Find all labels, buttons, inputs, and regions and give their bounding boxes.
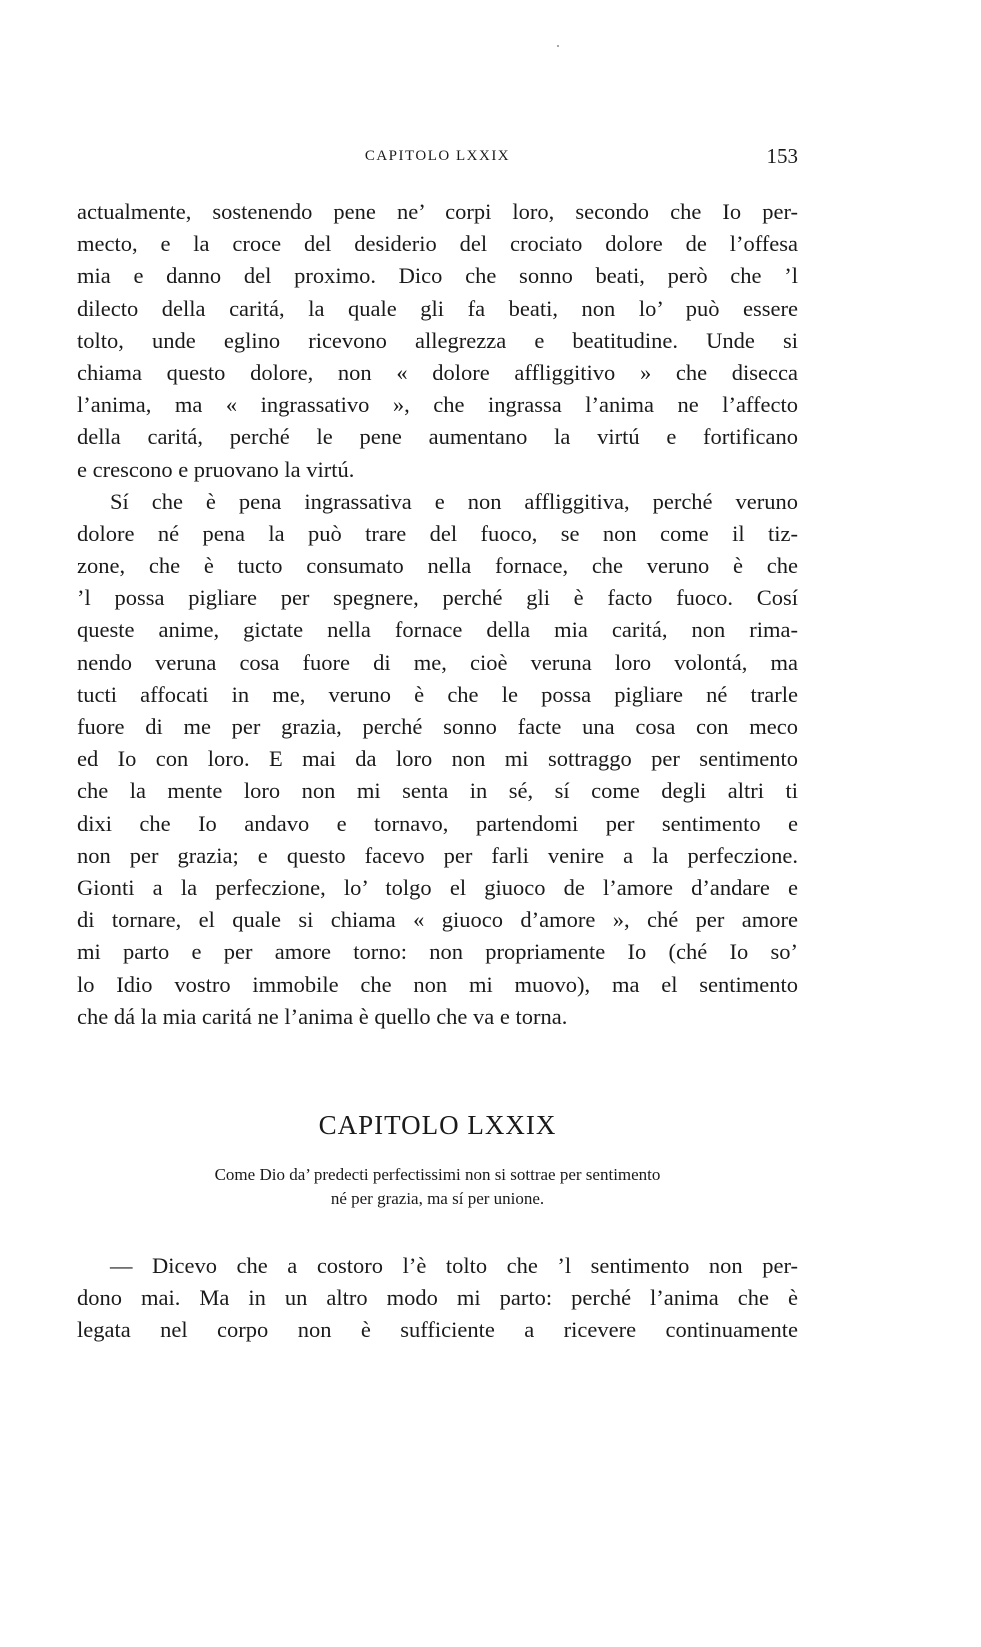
body-text-bottom bbox=[77, 1250, 798, 1347]
text-line: actualmente, sostenendo pene ne’ corpi loro, secondo che Io per- bbox=[77, 199, 798, 224]
text-line: e crescono e pruovano la virtú. bbox=[77, 456, 355, 482]
text-line: mia e danno del proximo. Dico che sonno beati, però che ’l bbox=[77, 263, 798, 289]
body-text-top bbox=[77, 196, 798, 1033]
text-line: non per grazia; e questo facevo per farli venire a la perfeczione. bbox=[77, 842, 798, 868]
text-line: queste anime, gictate nella fornace della mia caritá, non rima- bbox=[77, 617, 798, 643]
text-line: lo Idio vostro immobile che non mi muovo), ma el sentimento bbox=[77, 971, 798, 997]
text-line: che dá la mia caritá ne l’anima è quello che va e torna. bbox=[77, 1003, 568, 1029]
text-line: di tornare, el quale si chiama « giuoco d’amore », ché per amore bbox=[77, 907, 798, 933]
text-line: mi parto e per amore torno: non propriamente Io (ché Io so’ bbox=[77, 939, 798, 965]
page-number: 153 bbox=[766, 144, 798, 168]
chapter-summary bbox=[77, 1163, 798, 1211]
text-line: tolto, unde eglino ricevono allegrezza e beatitudine. Unde si bbox=[77, 327, 798, 353]
text-line: legata nel corpo non è sufficiente a ricevere continuamente bbox=[77, 1317, 798, 1343]
text-line: fuore di me per grazia, perché sonno facte una cosa con meco bbox=[77, 714, 798, 739]
text-line: Gionti a la perfeczione, lo’ tolgo el giuoco de l’amore d’andare e bbox=[77, 874, 798, 900]
chapter-heading: CAPITOLO LXXIX bbox=[318, 1110, 557, 1140]
text-line: chiama questo dolore, non « dolore affliggitivo » che disecca bbox=[77, 359, 798, 385]
stray-ink-mark bbox=[557, 45, 559, 47]
text-line: dixi che Io andavo e tornavo, partendomi per sentimento e bbox=[77, 810, 798, 836]
text-line: che la mente loro non mi senta in sé, sí come degli altri ti bbox=[77, 778, 798, 804]
text-line: tucti affocati in me, veruno è che le possa pigliare né trarle bbox=[77, 681, 798, 707]
text-line: dolore né pena la può trare del fuoco, se non come il tiz- bbox=[77, 520, 798, 546]
summary-line: Come Dio da’ predecti perfectissimi non si sottrae per sentimento bbox=[214, 1165, 661, 1184]
running-title: CAPITOLO LXXIX bbox=[364, 148, 511, 164]
text-line: — Dicevo che a costoro l’è tolto che ’l sentimento non per- bbox=[110, 1253, 798, 1278]
text-line: nendo veruna cosa fuore di me, cioè veruna loro volontá, ma bbox=[77, 649, 798, 675]
text-line: l’anima, ma « ingrassativo », che ingrassa l’anima ne l’affecto bbox=[77, 392, 798, 418]
running-head bbox=[77, 144, 798, 168]
text-line: ’l possa pigliare per spegnere, perché gli è facto fuoco. Cosí bbox=[77, 585, 798, 611]
text-line: ed Io con loro. E mai da loro non mi sottraggo per sentimento bbox=[77, 746, 798, 772]
paragraph-1 bbox=[77, 196, 798, 486]
text-line: mecto, e la croce del desiderio del crociato dolore de l’offesa bbox=[77, 231, 798, 257]
text-line: dono mai. Ma in un altro modo mi parto: perché l’anima che è bbox=[77, 1285, 798, 1311]
text-line: dilecto della caritá, la quale gli fa beati, non lo’ può essere bbox=[77, 295, 798, 321]
text-line: Sí che è pena ingrassativa e non affliggitiva, perché veruno bbox=[110, 488, 798, 514]
summary-line: né per grazia, ma sí per unione. bbox=[330, 1189, 545, 1208]
paragraph-2 bbox=[77, 486, 798, 1033]
text-line: della caritá, perché le pene aumentano la virtú e fortificano bbox=[77, 424, 798, 450]
text-line: zone, che è tucto consumato nella fornace, che veruno è che bbox=[77, 553, 798, 579]
